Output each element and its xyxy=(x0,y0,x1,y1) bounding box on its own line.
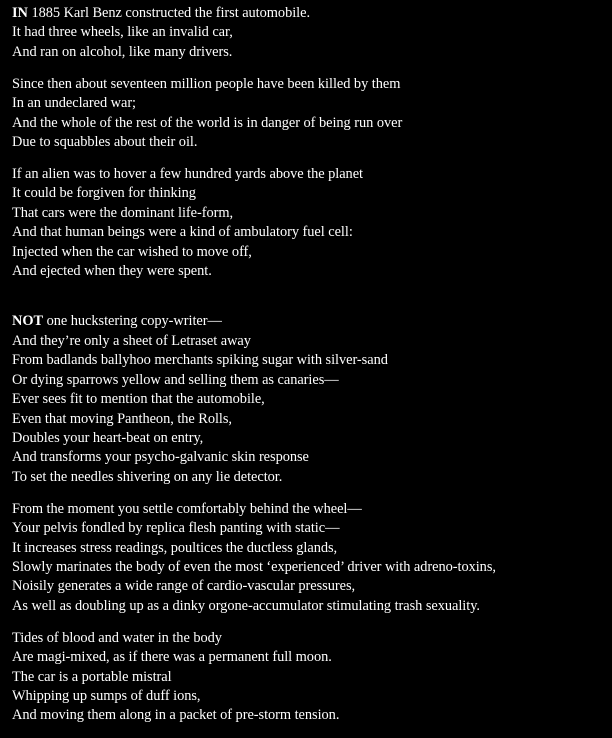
poem-line: And that human beings were a kind of ambulatory fuel cell: xyxy=(12,224,353,241)
poem-line: Or dying sparrows yellow and selling them as canaries— xyxy=(12,371,339,388)
poem-line: In an undeclared war; xyxy=(12,95,137,112)
poem-line: Injected when the car wished to move off, xyxy=(12,243,252,260)
poem-line: From the moment you settle comfortably behind the wheel— xyxy=(12,500,362,517)
poem-line: It increases stress readings, poultices the ductless glands, xyxy=(12,539,338,556)
poem-line: And transforms your psycho-galvanic skin response xyxy=(12,449,309,466)
poem-line: Are magi-mixed, as if there was a permanent full moon. xyxy=(12,649,332,666)
section-lead-word: IN xyxy=(12,5,28,21)
poem-line xyxy=(12,312,608,331)
stanza-3 xyxy=(12,165,608,281)
poem-line: From badlands ballyhoo merchants spiking sugar with silver-sand xyxy=(12,352,388,369)
poem-line: As well as doubling up as a dinky orgone-accumulator stimulating trash sexuality. xyxy=(12,597,480,614)
poem-line xyxy=(12,4,608,23)
poem-line-text: 1885 Karl Benz constructed the first automobile. xyxy=(27,5,310,21)
stanza-1 xyxy=(12,4,608,62)
stanza-4 xyxy=(12,312,608,487)
poem-page xyxy=(12,4,608,738)
poem-line: And the whole of the rest of the world is in danger of being run over xyxy=(12,114,403,131)
poem-line-text: one huckstering copy-writer— xyxy=(43,313,222,330)
poem-line: To set the needles shivering on any lie detector. xyxy=(12,468,283,485)
poem-line: The car is a portable mistral xyxy=(12,668,172,685)
stanza-6 xyxy=(12,629,608,726)
poem-line: And moving them along in a packet of pre-storm tension. xyxy=(12,707,340,724)
stanza-2 xyxy=(12,75,608,153)
poem-line: It had three wheels, like an invalid car, xyxy=(12,24,233,41)
poem-line: Even that moving Pantheon, the Rolls, xyxy=(12,410,232,427)
poem-line: Your pelvis fondled by replica flesh panting with static— xyxy=(12,520,340,537)
poem-line: Slowly marinates the body of even the most ‘experienced’ driver with adreno-toxins, xyxy=(12,558,496,575)
poem-line: If an alien was to hover a few hundred yards above the planet xyxy=(12,166,363,183)
poem-line: And ran on alcohol, like many drivers. xyxy=(12,43,233,60)
poem-line: Ever sees fit to mention that the automobile, xyxy=(12,391,265,408)
poem-line: Noisily generates a wide range of cardio-vascular pressures, xyxy=(12,578,356,595)
poem-line: Since then about seventeen million people have been killed by them xyxy=(12,75,401,92)
stanza-5 xyxy=(12,500,608,616)
poem-line: Due to squabbles about their oil. xyxy=(12,134,198,151)
poem-line: That cars were the dominant life-form, xyxy=(12,204,234,221)
poem-line: Doubles your heart-beat on entry, xyxy=(12,429,204,446)
poem-line: Tides of blood and water in the body xyxy=(12,629,222,646)
poem-line: And they’re only a sheet of Letraset away xyxy=(12,332,251,349)
section-lead-word: NOT xyxy=(12,313,44,330)
poem-line: And ejected when they were spent. xyxy=(12,263,212,280)
poem-line: Whipping up sumps of duff ions, xyxy=(12,687,201,704)
poem-line: It could be forgiven for thinking xyxy=(12,185,196,202)
